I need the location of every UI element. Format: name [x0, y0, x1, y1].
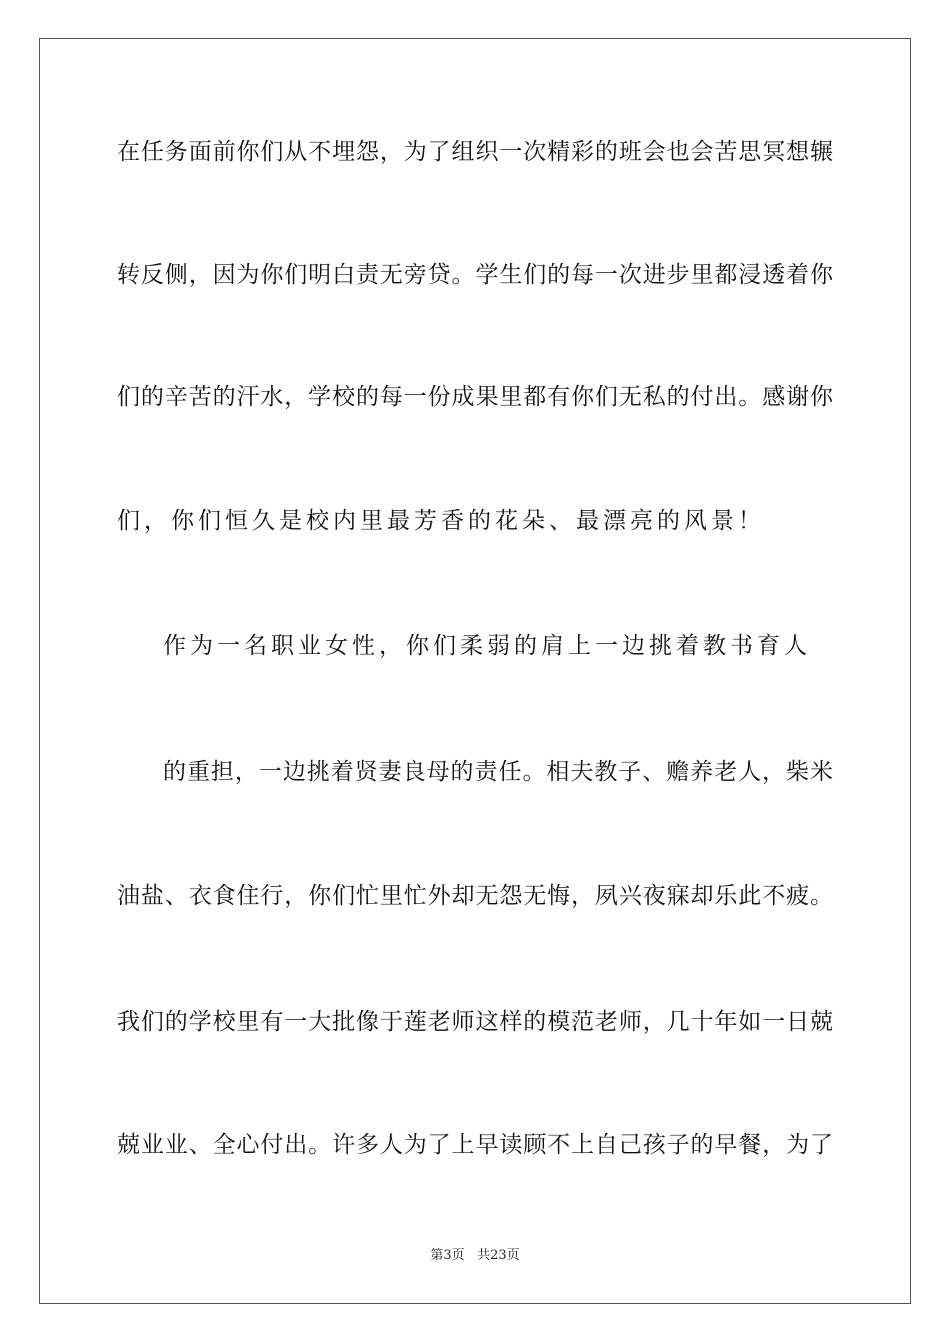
- text-line-9: 兢业业、全心付出。许多人为了上早读顾不上自己孩子的早餐，为了: [117, 1132, 833, 1158]
- text-line-2: 转反侧，因为你们明白责无旁贷。学生们的每一次进步里都浸透着你: [117, 262, 833, 288]
- text-line-3: 们的辛苦的汗水，学校的每一份成果里都有你们无私的付出。感谢你: [117, 384, 833, 410]
- text-line-1: 在任务面前你们从不埋怨，为了组织一次精彩的班会也会苦思冥想辗: [117, 139, 833, 165]
- page-number: 第3页: [430, 1248, 465, 1263]
- page-frame: [39, 38, 911, 1304]
- text-line-4: 们，你们恒久是校内里最芳香的花朵、最漂亮的风景！: [117, 508, 765, 534]
- page-footer: [0, 1247, 950, 1265]
- text-line-6: 的重担，一边挑着贤妻良母的责任。相夫教子、赡养老人，柴米: [163, 759, 833, 785]
- total-pages: 共23页: [477, 1248, 520, 1263]
- text-line-7: 油盐、衣食住行，你们忙里忙外却无怨无悔，夙兴夜寐却乐此不疲。: [117, 883, 833, 909]
- text-line-8: 我们的学校里有一大批像于莲老师这样的模范老师，几十年如一日兢: [117, 1009, 833, 1035]
- text-line-5: 作为一名职业女性，你们柔弱的肩上一边挑着教书育人: [163, 633, 811, 659]
